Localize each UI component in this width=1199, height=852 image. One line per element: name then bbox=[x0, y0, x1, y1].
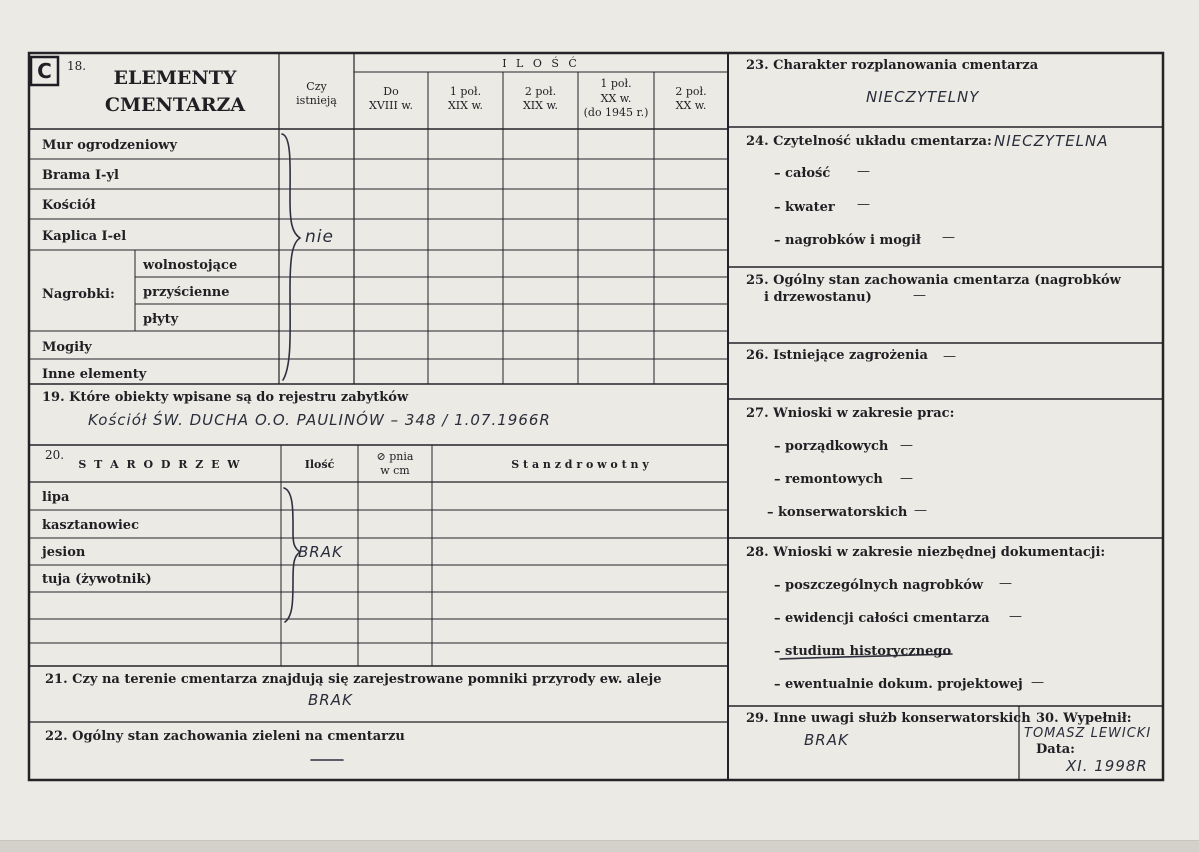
s18-title-line1: ELEMENTY bbox=[113, 67, 237, 89]
period-4-l1: 1 poł. bbox=[600, 77, 632, 90]
tree-tuja: tuja (żywotnik) bbox=[42, 572, 152, 587]
s30-date: XI. 1998R bbox=[1066, 757, 1148, 775]
s20-col-health: S t a n z d r o w o t n y bbox=[511, 458, 649, 471]
s26-label: 26. Istniejące zagrożenia bbox=[746, 348, 928, 363]
s22-answer bbox=[311, 748, 326, 764]
s25-label-l2: i drzewostanu) bbox=[764, 290, 872, 305]
s18-col-exists-l1: Czy bbox=[306, 80, 327, 93]
period-3-l1: 2 poł. bbox=[524, 85, 557, 98]
row-brama: Brama I-yl bbox=[42, 168, 119, 183]
tree-lipa: lipa bbox=[42, 490, 70, 505]
s30-date-label: Data: bbox=[1036, 742, 1075, 757]
row-przyscienne: przyścienne bbox=[143, 285, 230, 300]
s30-name: TOMASZ LEWICKI bbox=[1024, 726, 1152, 741]
s29-label: 29. Inne uwagi służb konserwatorskich bbox=[746, 711, 1031, 726]
s30-label: 30. Wypełnił: bbox=[1036, 711, 1132, 726]
s28-label: 28. Wnioski w zakresie niezbędnej dokumentacji: bbox=[746, 545, 1106, 560]
row-plyty: płyty bbox=[143, 312, 179, 327]
s20-answer: BRAK bbox=[298, 543, 343, 561]
s20-number: 20. bbox=[45, 448, 65, 462]
s28-item-nagrobkow-dash: — bbox=[999, 576, 1012, 591]
tree-kasztanowiec: kasztanowiec bbox=[42, 518, 139, 533]
s28-item-projektowej-dash: — bbox=[1031, 675, 1044, 690]
s29-answer: BRAK bbox=[804, 731, 849, 749]
row-kosciol: Kościół bbox=[42, 198, 96, 213]
row-inne: Inne elementy bbox=[42, 367, 147, 382]
period-2-l2: XIX w. bbox=[447, 99, 484, 112]
s23-label: 23. Charakter rozplanowania cmentarza bbox=[746, 58, 1039, 73]
s20-col-qty: Ilość bbox=[304, 458, 335, 471]
s27-label: 27. Wnioski w zakresie prac: bbox=[746, 406, 955, 421]
s21-answer: BRAK bbox=[308, 691, 353, 709]
s24-item-calosc: – całość bbox=[774, 166, 831, 181]
period-5-l2: XX w. bbox=[675, 99, 707, 112]
s28-item-nagrobkow: – poszczególnych nagrobków bbox=[774, 578, 984, 593]
tree-jesion: jesion bbox=[42, 545, 86, 560]
s27-item-porzadkowych: – porządkowych bbox=[774, 439, 889, 454]
s27-item-remontowych: – remontowych bbox=[774, 472, 883, 487]
period-4-l2: XX w. bbox=[600, 92, 632, 105]
s27-item-konserwatorskich-dash: — bbox=[914, 503, 927, 518]
s19-answer: Kościół ŚW. DUCHA O.O. PAULINÓW – 348 / 1.07.1966R bbox=[88, 411, 551, 429]
period-2-l1: 1 poł. bbox=[449, 85, 482, 98]
s28-item-studium: – studium historycznego bbox=[774, 644, 952, 659]
period-4-l3: (do 1945 r.) bbox=[583, 106, 649, 119]
s20-title: S T A R O D R Z E W bbox=[78, 458, 242, 471]
s24-item-nagrobkow-dash: — bbox=[942, 230, 955, 245]
s24-item-kwater: – kwater bbox=[774, 200, 835, 215]
s18-number: 18. bbox=[67, 59, 87, 73]
s18-col-exists-l2: istnieją bbox=[296, 94, 337, 107]
s23-answer: NIECZYTELNY bbox=[866, 88, 980, 106]
s27-item-remontowych-dash: — bbox=[900, 471, 913, 486]
s24-item-kwater-dash: — bbox=[857, 197, 870, 212]
s24-label: 24. Czytelność układu cmentarza: bbox=[746, 134, 992, 149]
s21-label: 21. Czy na terenie cmentarza znajdują się zarejestrowane pomniki przyrody ew. aleje bbox=[45, 672, 662, 687]
row-nagrobki: Nagrobki: bbox=[42, 287, 115, 302]
section-letter: C bbox=[37, 59, 52, 83]
s27-item-porzadkowych-dash: — bbox=[900, 438, 913, 453]
s22-label: 22. Ogólny stan zachowania zieleni na cmentarzu bbox=[45, 729, 405, 744]
s24-answer: NIECZYTELNA bbox=[994, 132, 1109, 150]
row-kaplica: Kaplica I-el bbox=[42, 229, 127, 244]
s18-qty-header: I L O Ś Ć bbox=[502, 57, 580, 70]
s18-title-line2: CMENTARZA bbox=[104, 94, 246, 116]
period-1-l1: Do bbox=[383, 85, 399, 98]
row-wolnostojace: wolnostojące bbox=[143, 258, 238, 273]
s28-item-ewidencji-dash: — bbox=[1009, 609, 1022, 624]
s20-col-diam-l2: w cm bbox=[380, 464, 410, 477]
period-5-l1: 2 poł. bbox=[675, 85, 707, 98]
s24-item-nagrobkow: – nagrobków i mogił bbox=[774, 233, 921, 248]
row-mogily: Mogiły bbox=[42, 340, 92, 355]
s24-item-calosc-dash: — bbox=[857, 164, 870, 179]
s26-dash: — bbox=[943, 349, 956, 364]
period-3-l2: XIX w. bbox=[522, 99, 559, 112]
s28-item-projektowej: – ewentualnie dokum. projektowej bbox=[774, 677, 1023, 692]
s25-dash: — bbox=[913, 288, 926, 303]
s19-label: 19. Które obiekty wpisane są do rejestru zabytków bbox=[42, 390, 409, 405]
s18-exists-answer: nie bbox=[305, 227, 334, 247]
s25-label-l1: 25. Ogólny stan zachowania cmentarza (nagrobków bbox=[746, 273, 1121, 288]
s20-col-diam-l1: ⊘ pnia bbox=[376, 450, 414, 463]
period-1-l2: XVIII w. bbox=[369, 99, 413, 112]
s28-item-ewidencji: – ewidencji całości cmentarza bbox=[774, 611, 990, 626]
row-mur: Mur ogrodzeniowy bbox=[42, 138, 178, 153]
s27-item-konserwatorskich: – konserwatorskich bbox=[767, 505, 908, 520]
